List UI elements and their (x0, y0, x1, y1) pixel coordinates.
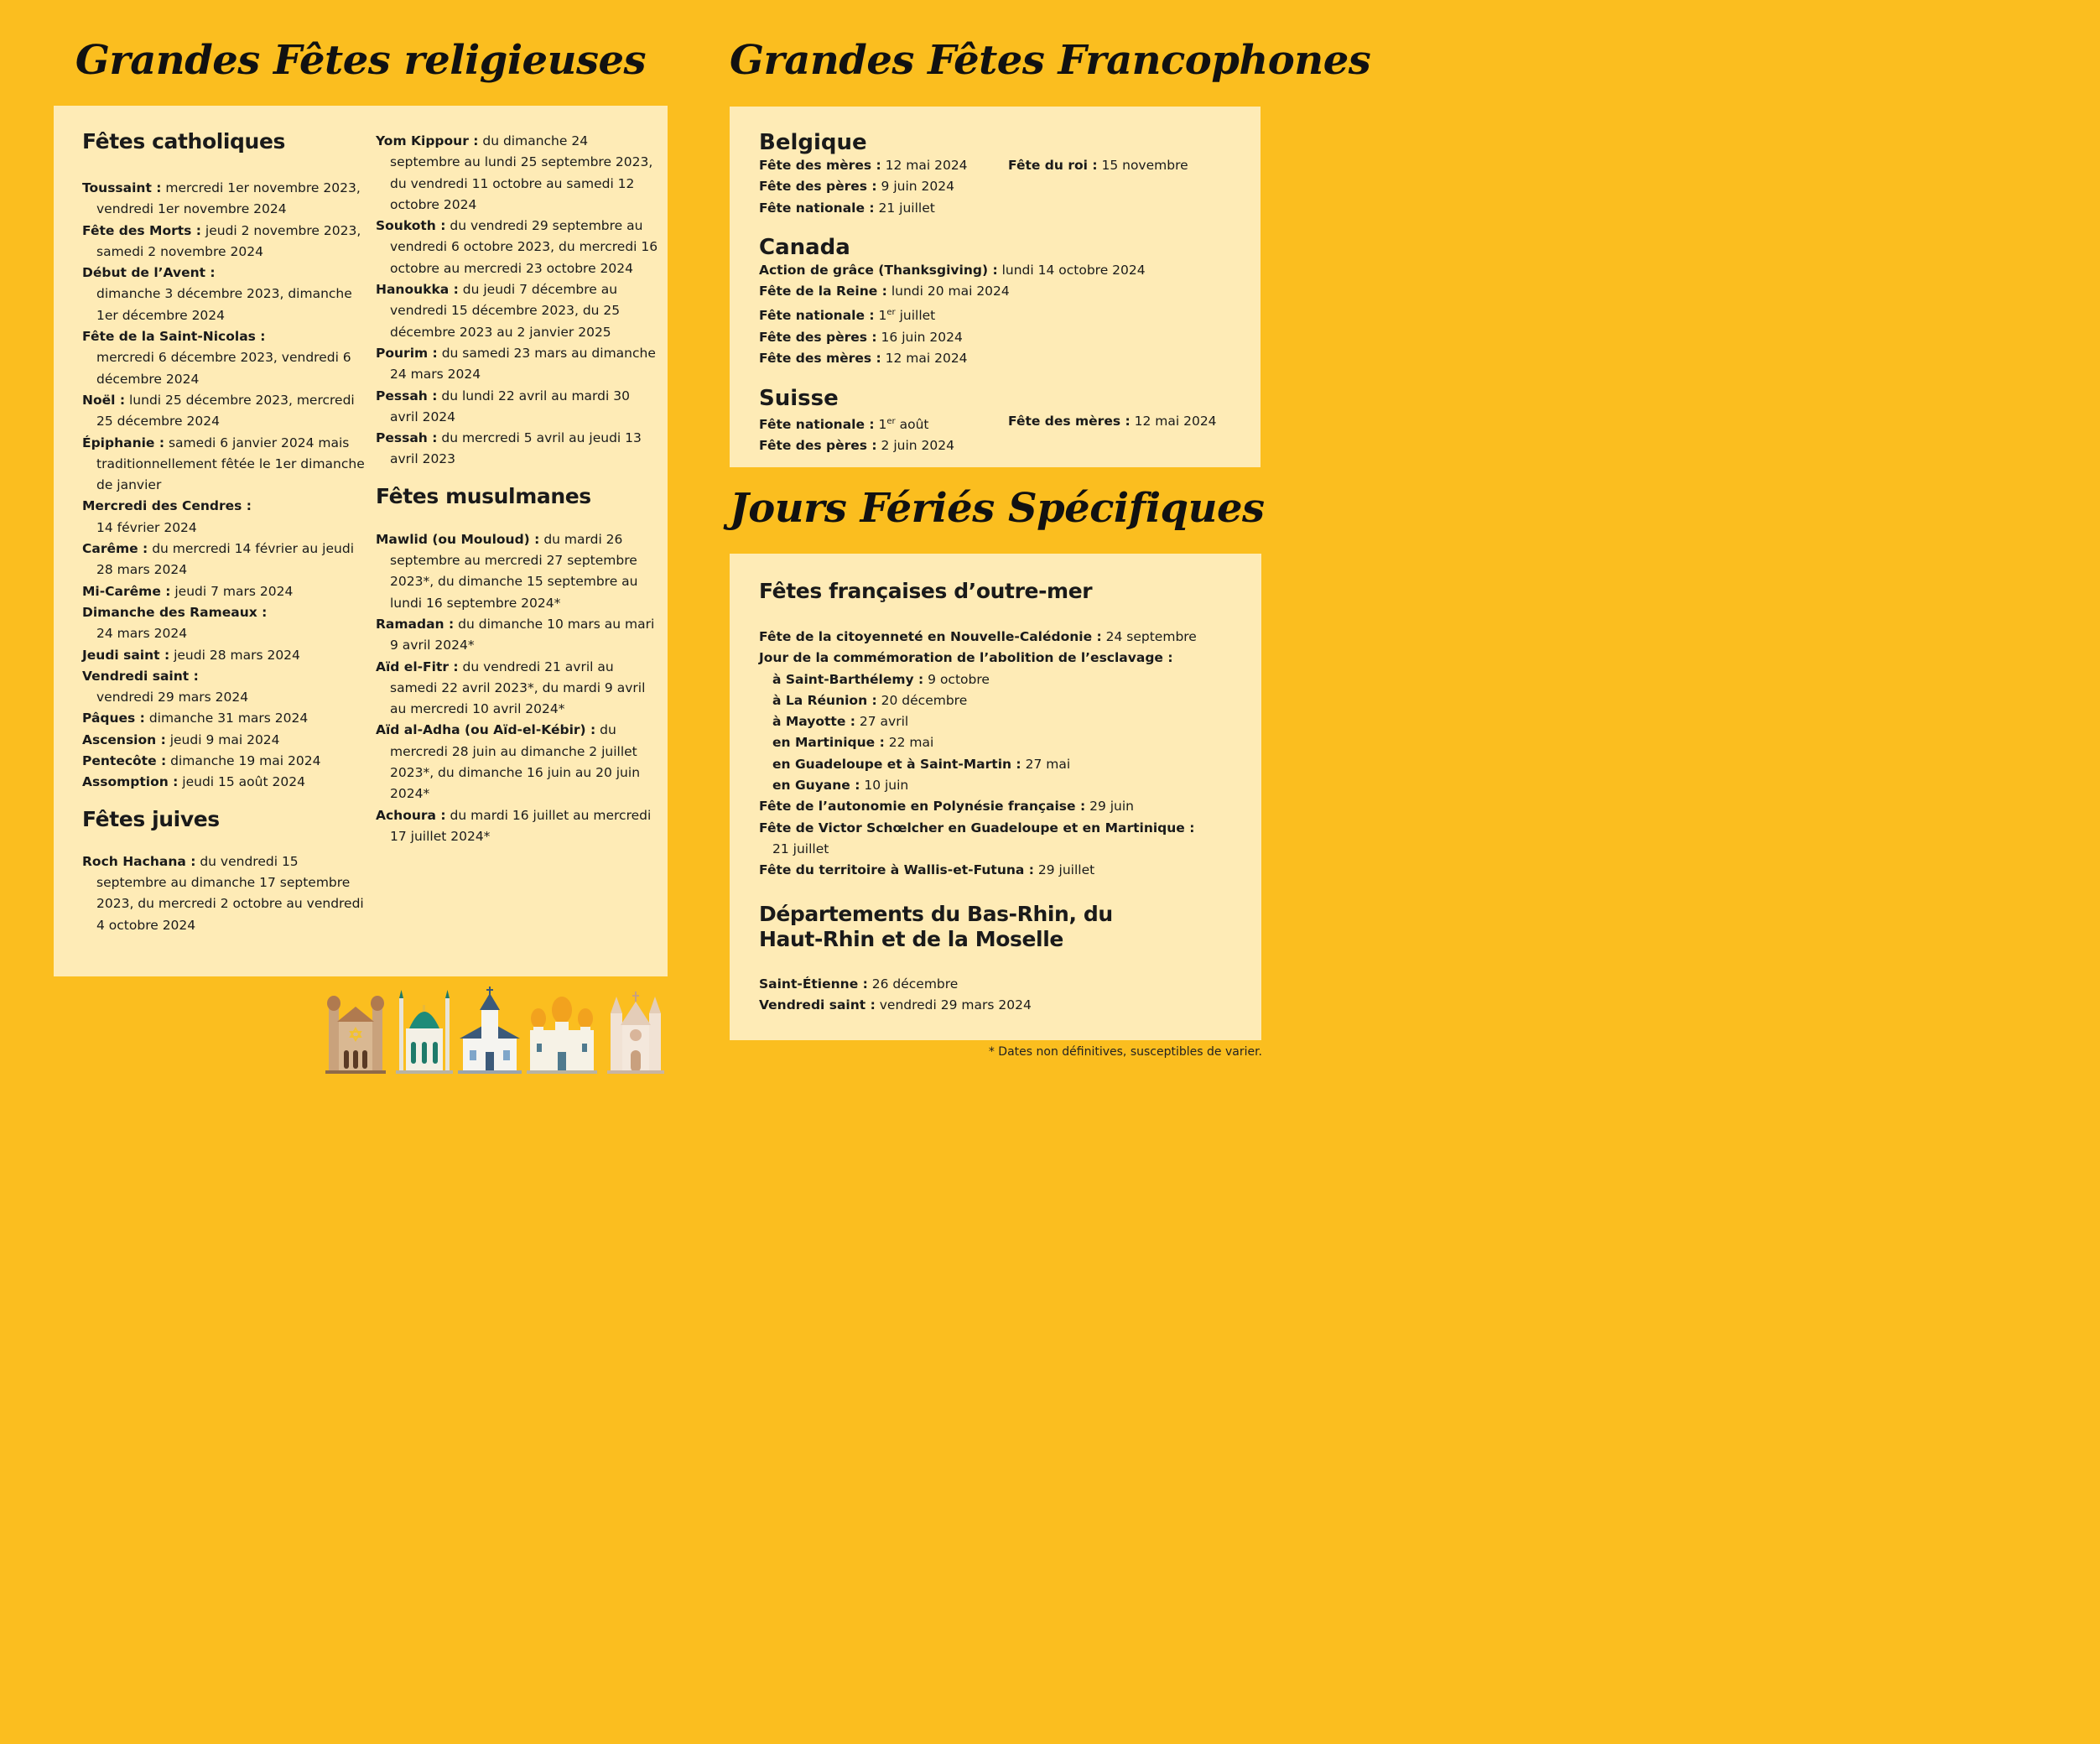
list-item: Mi-Carême : jeudi 7 mars 2024 (82, 583, 294, 599)
list-item: Fête de Victor Schœlcher en Guadeloupe et en Martinique : 21 juillet (759, 820, 1195, 856)
church-icon (458, 987, 522, 1074)
list-item: Noël : lundi 25 décembre 2023, mercredi 25 décembre 2024 (82, 392, 355, 429)
list-item: Vendredi saint : vendredi 29 mars 2024 (82, 668, 249, 705)
canada-title: Canada (759, 234, 850, 260)
list-item: Aïd el-Fitr : du vendredi 21 avril au samedi 22 avril 2023*, du mardi 9 avril au mercredi 10 avril 2024* (376, 659, 646, 717)
list-item: en Guyane : 10 juin (772, 778, 909, 794)
list-item: Fête des pères : 16 juin 2024 (759, 329, 963, 345)
specific-holidays-panel (730, 554, 1261, 1040)
rhin-section-title: Départements du Bas-Rhin, du Haut-Rhin et de la Moselle (759, 901, 1113, 951)
francophone-holidays-heading: Grandes Fêtes Francophones (730, 37, 1371, 84)
list-item: en Martinique : 22 mai (772, 735, 934, 751)
religious-holidays-panel (54, 106, 668, 976)
list-item: Saint-Étienne : 26 décembre (759, 976, 959, 992)
list-item: Fête du roi : 15 novembre (1008, 158, 1188, 173)
list-item: Yom Kippour : du dimanche 24 septembre au lundi 25 septembre 2023, du vendredi 11 octobre au samedi 12 octobre 2024 (376, 133, 653, 212)
list-item: Pessah : du mercredi 5 avril au jeudi 13 avril 2023 (376, 430, 642, 467)
list-item: en Guadeloupe et à Saint-Martin : 27 mai (772, 756, 1071, 772)
muslim-list (376, 529, 661, 847)
list-item: Pâques : dimanche 31 mars 2024 (82, 711, 309, 726)
religious-holidays-heading: Grandes Fêtes religieuses (75, 37, 647, 84)
list-item: Fête des Morts : jeudi 2 novembre 2023, samedi 2 novembre 2024 (82, 222, 361, 259)
religious-left-column (82, 129, 367, 936)
list-item: à La Réunion : 20 décembre (772, 692, 968, 708)
list-item: Fête nationale : 1er juillet (759, 308, 936, 324)
list-item: Action de grâce (Thanksgiving) : lundi 14 octobre 2024 (759, 262, 1146, 278)
list-item: Épiphanie : samedi 6 janvier 2024 mais traditionnellement fêtée le 1er dimanche de janvier (82, 435, 365, 493)
list-item: Carême : du mercredi 14 février au jeudi 28 mars 2024 (82, 541, 354, 578)
footnote: * Dates non définitives, susceptibles de varier. (988, 1045, 1262, 1059)
francophone-holidays-panel (730, 107, 1261, 467)
religious-right-column (376, 131, 661, 847)
list-item: à Mayotte : 27 avril (772, 714, 909, 730)
jewish-list-continued (376, 131, 661, 471)
list-item: Fête de la Saint-Nicolas : mercredi 6 décembre 2023, vendredi 6 décembre 2024 (82, 329, 351, 387)
list-item: Mawlid (ou Mouloud) : du mardi 26 septembre au mercredi 27 septembre 2023*, du dimanche 15 septembre au lundi 16 septembre 2024* (376, 531, 638, 611)
jewish-section-title: Fêtes juives (82, 806, 220, 831)
list-item: à Saint-Barthélemy : 9 octobre (772, 671, 990, 687)
outremer-section-title: Fêtes françaises d’outre-mer (759, 579, 1093, 603)
list-item: Pessah : du lundi 22 avril au mardi 30 avril 2024 (376, 388, 630, 424)
list-item: Jour de la commémoration de l’abolition de l’esclavage : (759, 650, 1173, 666)
list-item: Début de l’Avent : dimanche 3 décembre 2023, dimanche 1er décembre 2024 (82, 265, 352, 323)
rhin-list (759, 974, 1245, 1017)
specific-holidays-column (759, 579, 1245, 1016)
catholic-section-title: Fêtes catholiques (82, 129, 285, 154)
list-item: Fête de l’autonomie en Polynésie française : 29 juin (759, 799, 1135, 815)
list-item: Roch Hachana : du vendredi 15 septembre au dimanche 17 septembre 2023, du mercredi 2 octobre au vendredi 4 octobre 2024 (82, 853, 364, 933)
jewish-list-start (82, 851, 367, 936)
outremer-list (759, 627, 1245, 882)
suisse-title: Suisse (759, 385, 839, 411)
suisse-list (759, 411, 1245, 457)
list-item: Fête des pères : 2 juin 2024 (759, 437, 954, 453)
list-item: Dimanche des Rameaux : 24 mars 2024 (82, 604, 268, 642)
list-item: Fête des mères : 12 mai 2024 (1008, 413, 1217, 429)
list-item: Jeudi saint : jeudi 28 mars 2024 (82, 647, 300, 663)
list-item: Soukoth : du vendredi 29 septembre au vendredi 6 octobre 2023, du mercredi 16 octobre au mercredi 23 octobre 2024 (376, 218, 658, 276)
specific-holidays-heading: Jours Fériés Spécifiques (730, 485, 1265, 532)
muslim-section-title: Fêtes musulmanes (376, 483, 591, 508)
list-item: Achoura : du mardi 16 juillet au mercredi 17 juillet 2024* (376, 807, 652, 844)
list-item: Fête de la citoyenneté en Nouvelle-Calédonie : 24 septembre (759, 629, 1197, 644)
list-item: Ramadan : du dimanche 10 mars au mari 9 avril 2024* (376, 616, 655, 653)
list-item: Vendredi saint : vendredi 29 mars 2024 (759, 997, 1032, 1013)
list-item: Fête des mères : 12 mai 2024 (759, 158, 968, 173)
list-item: Fête des pères : 9 juin 2024 (759, 179, 954, 195)
synagogue-icon (325, 996, 386, 1074)
list-item: Fête nationale : 1er août (759, 416, 929, 432)
list-item: Fête nationale : 21 juillet (759, 200, 935, 216)
list-item: Pentecôte : dimanche 19 mai 2024 (82, 753, 321, 769)
catholic-list (82, 178, 367, 794)
list-item: Assomption : jeudi 15 août 2024 (82, 774, 305, 790)
list-item: Aïd al-Adha (ou Aïd-el-Kébir) : du mercredi 28 juin au dimanche 2 juillet 2023*, du dimanche 16 juin au 20 juin 2024* (376, 722, 641, 802)
list-item: Hanoukka : du jeudi 7 décembre au vendredi 15 décembre 2023, du 25 décembre 2023 au 2 janvier 2025 (376, 282, 621, 340)
list-item: Fête des mères : 12 mai 2024 (759, 351, 968, 367)
orthodox-church-icon (527, 997, 597, 1074)
list-item: Fête de la Reine : lundi 20 mai 2024 (759, 284, 1010, 299)
list-item: Mercredi des Cendres : 14 février 2024 (82, 498, 252, 535)
belgique-title: Belgique (759, 130, 867, 155)
list-item: Ascension : jeudi 9 mai 2024 (82, 731, 280, 747)
mosque-icon (396, 990, 453, 1074)
belgique-list (759, 155, 1245, 219)
list-item: Toussaint : mercredi 1er novembre 2023, vendredi 1er novembre 2024 (82, 180, 361, 217)
cathedral-icon (607, 992, 664, 1074)
list-item: Fête du territoire à Wallis-et-Futuna : 29 juillet (759, 862, 1095, 878)
list-item: Pourim : du samedi 23 mars au dimanche 24 mars 2024 (376, 345, 656, 383)
francophone-column (759, 130, 1245, 456)
canada-list (759, 260, 1245, 370)
religious-buildings-illustration (322, 980, 668, 1075)
